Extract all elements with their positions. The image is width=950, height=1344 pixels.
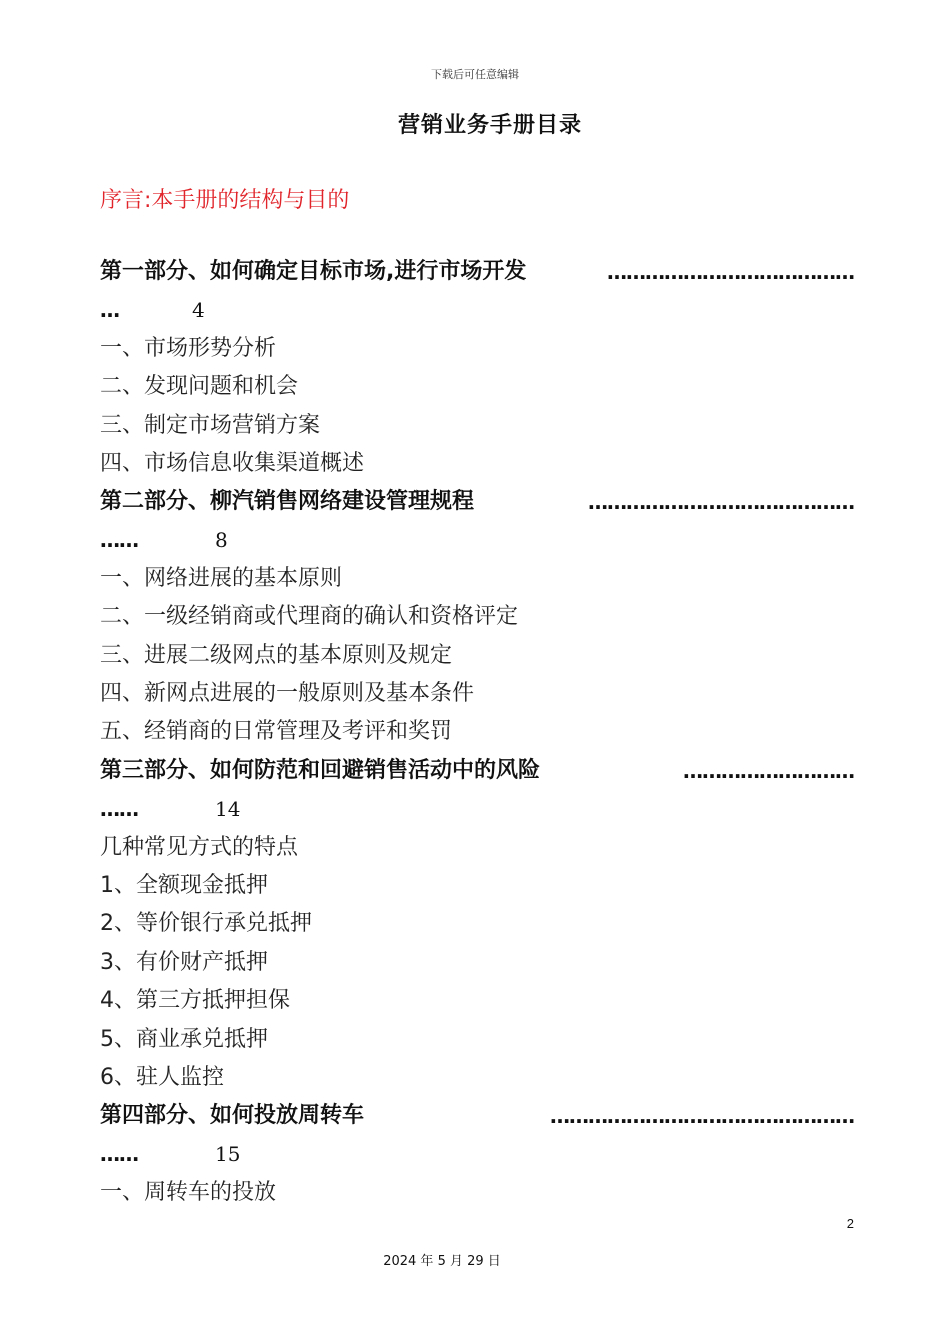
part-3-leader-cont: …… [100, 797, 138, 821]
toc-item: 2、等价银行承兑抵押 [100, 911, 312, 936]
toc-item: 四、新网点进展的一般原则及基本条件 [100, 681, 475, 706]
footer-date: 2024 年 5 月 29 日 [383, 1254, 501, 1269]
toc-item: 三、进展二级网点的基本原则及规定 [100, 643, 453, 668]
toc-item: 4、第三方抵押担保 [100, 988, 290, 1013]
part-2-page: 8 [215, 528, 228, 552]
part-1-title: 第一部分、如何确定目标市场,进行市场开发 [100, 259, 527, 284]
part-3-page: 14 [215, 797, 241, 821]
part-4-leader-cont: …… [100, 1142, 138, 1166]
toc-item: 五、经销商的日常管理及考评和奖罚 [100, 719, 453, 744]
toc-item: 二、发现问题和机会 [100, 374, 299, 399]
toc-item: 3、有价财产抵押 [100, 950, 268, 975]
toc-item: 四、市场信息收集渠道概述 [100, 451, 365, 476]
part-4-title: 第四部分、如何投放周转车 [100, 1103, 365, 1128]
toc-item: 1、全额现金抵押 [100, 873, 268, 898]
toc-item: 二、一级经销商或代理商的确认和资格评定 [100, 604, 519, 629]
part-2-leader-cont: …… [100, 528, 138, 552]
header-note: 下载后可任意编辑 [431, 68, 519, 81]
toc-item: 一、网络进展的基本原则 [100, 566, 343, 591]
part-1-leader-cont: … [100, 298, 119, 322]
part-1-leader-dots: ………………………………… [607, 260, 854, 284]
page-title: 营销业务手册目录 [397, 113, 582, 138]
toc-item: 5、商业承兑抵押 [100, 1027, 268, 1052]
toc-item: 一、周转车的投放 [100, 1180, 277, 1205]
part-4-page: 15 [215, 1142, 241, 1166]
toc-item: 6、驻人监控 [100, 1065, 224, 1090]
page-number: 2 [846, 1216, 854, 1231]
part-1-page: 4 [192, 298, 205, 322]
part-2-leader-dots: …………………………………… [588, 490, 854, 514]
part-2-title: 第二部分、柳汽销售网络建设管理规程 [100, 489, 475, 514]
part-4-leader-dots: ………………………………………… [550, 1104, 854, 1128]
toc-item: 三、制定市场营销方案 [100, 413, 321, 438]
toc-item: 几种常见方式的特点 [100, 835, 299, 860]
part-3-title: 第三部分、如何防范和回避销售活动中的风险 [100, 758, 541, 783]
toc-item: 一、市场形势分析 [100, 336, 277, 361]
part-3-leader-dots: ……………………… [683, 759, 854, 783]
preface-line: 序言:本手册的结构与目的 [100, 188, 350, 213]
